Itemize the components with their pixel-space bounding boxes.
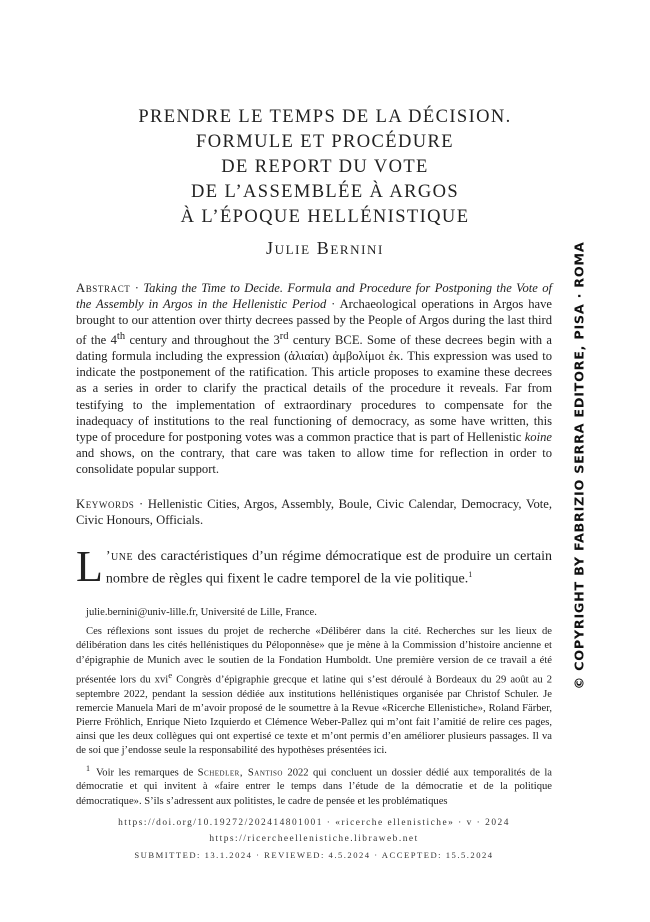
first-word: ’une (105, 549, 134, 564)
footnote-number: 1 (86, 763, 90, 773)
footnotes (76, 606, 552, 812)
abstract-text: and shows, on the contrary, that care was taken to allow time for reflection in order to consolidate popular support. (76, 446, 552, 477)
abstract-text: Archaeological operations in Argos have brought to our attention over thirty decrees passed by the People of Argos during the last third of the 4 (76, 297, 553, 347)
separator: · (134, 497, 148, 511)
copyright-notice (568, 230, 592, 700)
footnote-text: 2022 qui concluent un dossier dédié aux temporalités de la démocratie et qui invitent à «faire entrer le temps dans l’étude de la démocratie et de la politique démocratique». S’ils s’adressent aux politistes, le cadre de pensée et les problématiques (76, 767, 552, 807)
title-line: FORMULE ET PROCÉDURE (196, 132, 454, 152)
abstract-italic-term: koine (524, 430, 552, 445)
drop-cap: L (76, 542, 103, 591)
email-link[interactable]: julie.bernini@univ-lille.fr, Université de Lille, France. (86, 607, 317, 618)
ack-text: Congrès d’épigraphie grecque et latine qui s’est déroulé à Bordeaux du 29 août au 2 septembre 2022, pendant la session dédiée aux institutions hellénistiques organisée par Christof Schuler. Je remercie Manuela Mari de m’avoir proposé de le soumettre à la Revue «Ricerche Ellenistiche», Roland Färber, Pierre Fröhlich, Enrique Nieto Izquierdo et Clémence Weber-Pallez qui m’ont fait l’amitié de relire ces pages, ainsi que les deux collègues qui ont expertisé ce texte et m’ont permis d’en améliorer plusieurs passages. Il va de soi que j’endosse seule la responsabilité des hypothèses présentées ici. (76, 674, 552, 757)
cited-authors: Schedler, Santiso (197, 767, 283, 779)
ordinal-suffix: rd (279, 330, 289, 342)
abstract-text: century BCE. Some of these decrees begin with a dating formula including the expression (ἁλιαίαι) ἀμβολίμοι ἐκ. This expression was used to indicate the postponement of the ratification. This article proposes to examine these decrees as a series in order to clarify the practical details of the procedure it reveals. Far from testifying to the implementation of extraordinary procedures to compensate for the inadequacy of institutions to the real functioning of democracy, as some have written, this type of procedure for postponing votes was a common practice that is part of Hellenistic (76, 332, 552, 445)
footnote-text: Voir les remarques de (96, 767, 198, 779)
keywords-text: Hellenistic Cities, Argos, Assembly, Boule, Civic Calendar, Democracy, Vote, Civic Honours, Officials. (76, 497, 552, 528)
abstract-english-title: Taking the Time to Decide. Formula and Procedure for Postponing the Vote of the Assembly in Argos in the Hellenistic Period (76, 281, 552, 312)
ack-text: Ces réflexions sont issues du projet de recherche «Délibérer dans la cité. Recherches sur les lieux de délibération dans les cités hellénistiques du Péloponnèse» que je mène à la Commission d’histoire ancienne et d’épigraphie de Munich avec le soutien de la Fondation Humboldt. Une première version de ce travail a été présentée lors du xvi (76, 626, 552, 686)
acknowledgement-note (76, 625, 552, 758)
journal-url[interactable]: https://ricercheellenistiche.libraweb.net (209, 834, 419, 844)
submission-dates: SUBMITTED: 13.1.2024 · REVIEWED: 4.5.2024 · ACCEPTED: 15.5.2024 (134, 850, 494, 860)
ordinal-suffix: th (116, 330, 126, 342)
separator: · (326, 297, 340, 312)
title-line: DE REPORT DU VOTE (221, 157, 429, 177)
keywords-label: Keywords (76, 497, 135, 511)
copyright-text: © COPYRIGHT BY FABRIZIO SERRA EDITORE, PISA · ROMA (572, 241, 588, 689)
lead-text: des caractéristiques d’un régime démocratique est de produire un certain nombre de règles qui fixent le cadre temporel de la vie politique. (105, 549, 552, 587)
article-title (90, 105, 560, 230)
abstract-label: Abstract (76, 281, 131, 295)
footnote-reference[interactable]: 1 (468, 570, 473, 579)
ordinal-suffix: e (168, 669, 173, 680)
title-line: DE L’ASSEMBLÉE À ARGOS (190, 182, 460, 202)
lead-paragraph (76, 542, 552, 591)
footnote-1 (76, 762, 552, 809)
author-affiliation (76, 606, 552, 620)
doi-line[interactable]: https://doi.org/10.19272/202414801001 · «ricerche ellenistiche» · v · 2024 (118, 818, 510, 828)
separator: · (130, 281, 144, 295)
abstract (76, 280, 552, 478)
abstract-text: century and throughout the 3 (125, 332, 280, 347)
author-name: Julie Bernini (266, 238, 384, 258)
title-line: PRENDRE LE TEMPS DE LA DÉCISION. (138, 107, 512, 127)
keywords (76, 496, 552, 528)
title-line: À L’ÉPOQUE HELLÉNISTIQUE (180, 207, 470, 227)
